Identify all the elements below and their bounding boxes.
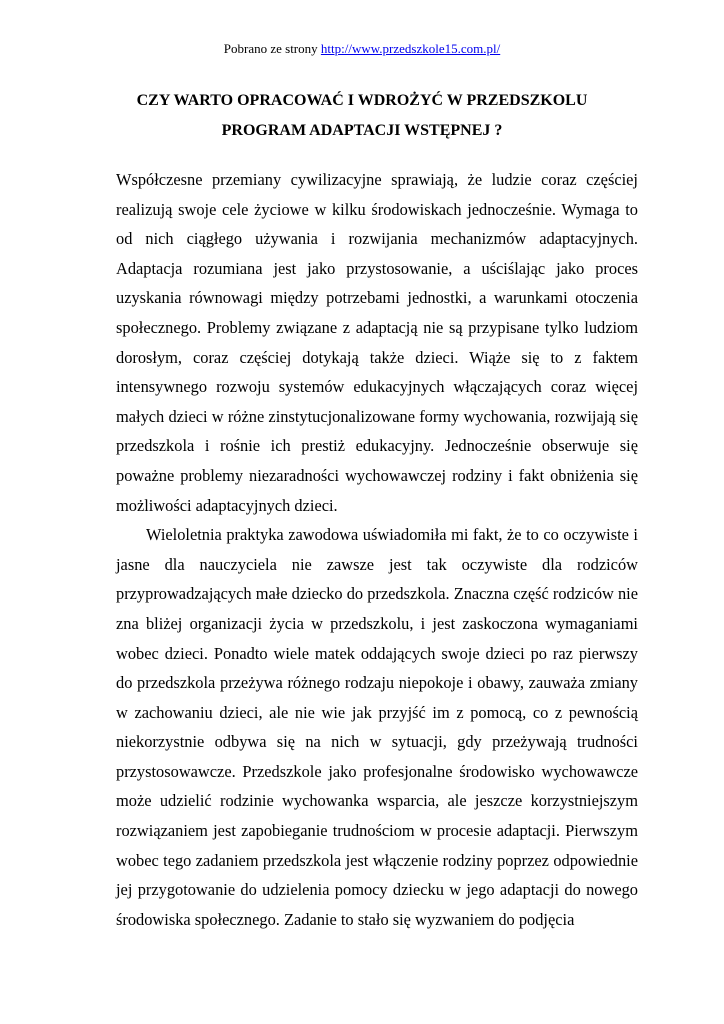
source-header xyxy=(0,41,724,57)
title-line-2: PROGRAM ADAPTACJI WSTĘPNEJ ? xyxy=(221,122,503,139)
paragraph-1: Współczesne przemiany cywilizacyjne sprawiają, że ludzie coraz częściej realizują swoje cele życiowe w kilku środowiskach jednocześnie. Wymaga to od nich ciągłego używania i rozwijania mechanizmów adaptacyjnych. Adaptacja rozumiana jest jako przystosowanie, a uściślając jako proces uzyskania równowagi między potrzebami jednostki, a warunkami otoczenia społecznego. Problemy związane z adaptacją nie są przypisane tylko ludziom dorosłym, coraz częściej dotykają także dzieci. Wiąże się to z faktem intensywnego rozwoju systemów edukacyjnych włączających coraz więcej małych dzieci w różne zinstytucjonalizowane formy wychowania, rozwijają się przedszkola i rośnie ich prestiż edukacyjny. Jednocześnie obserwuje się poważne problemy niezaradności wychowawczej rodziny i fakt obniżenia się możliwości adaptacyjnych dzieci. xyxy=(116,170,638,515)
document-title xyxy=(100,86,624,146)
paragraph-2: Wieloletnia praktyka zawodowa uświadomiła mi fakt, że to co oczywiste i jasne dla nauczyciela nie zawsze jest tak oczywiste dla rodziców przyprowadzających małe dziecko do przedszkola. Znaczna część rodziców nie zna bliżej organizacji życia w przedszkolu, i jest zaskoczona wymaganiami wobec dzieci. Ponadto wiele matek oddających swoje dzieci po raz pierwszy do przedszkola przeżywa różnego rodzaju niepokoje i obawy, zauważa zmiany w zachowaniu dzieci, ale nie wie jak przyjść im z pomocą, co z pewnością niekorzystnie odbywa się na nich w sytuacji, gdy przeżywają trudności przystosowawcze. Przedszkole jako profesjonalne środowisko wychowawcze może udzielić rodzinie wychowanka wsparcia, ale jeszcze korzystniejszym rozwiązaniem jest zapobieganie trudnościom w procesie adaptacji. Pierwszym wobec tego zadaniem przedszkola jest włączenie rodziny poprzez odpowiednie jej przygotowanie do udzielenia pomocy dziecku w jego adaptacji do nowego środowiska społecznego. Zadanie to stało się wyzwaniem do podjęcia xyxy=(116,525,638,929)
title-line-1: CZY WARTO OPRACOWAĆ I WDROŻYĆ W PRZEDSZKOLU xyxy=(136,92,588,109)
source-prefix: Pobrano ze strony xyxy=(223,41,321,56)
document-body xyxy=(116,165,638,934)
source-link[interactable]: http://www.przedszkole15.com.pl/ xyxy=(320,41,501,56)
